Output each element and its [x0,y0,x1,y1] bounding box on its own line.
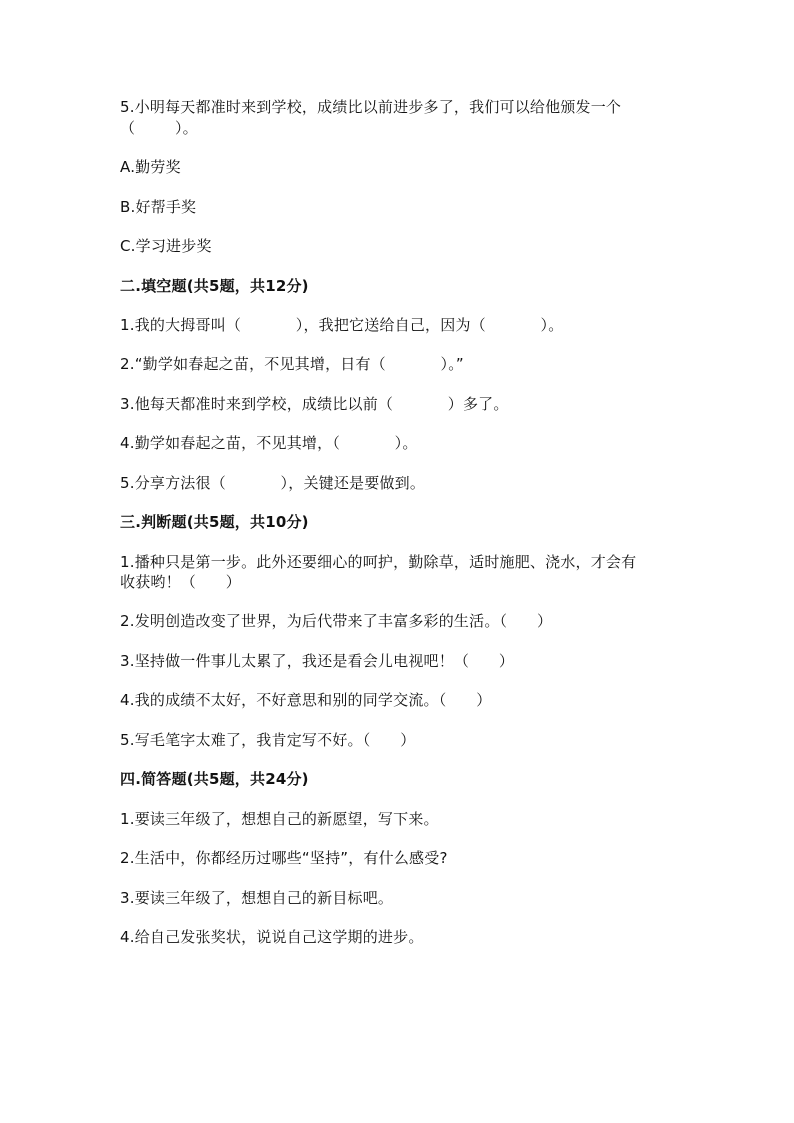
question-item: 4.我的成绩不太好，不好意思和别的同学交流。（ ） [120,691,492,709]
question-item: 2.“勤学如春起之苗，不见其增，日有（ ）。” [120,355,464,373]
question-text-continued: （ ）。 [120,119,198,137]
question-item: 4.给自己发张奖状，说说自己这学期的进步。 [120,928,424,946]
question-item: 4.勤学如春起之苗，不见其增，（ ）。 [120,434,418,452]
question-item: 3.要读三年级了，想想自己的新目标吧。 [120,889,394,907]
question-item: 2.发明创造改变了世界，为后代带来了丰富多彩的生活。（ ） [120,612,553,630]
option-a: A.勤劳奖 [120,158,181,176]
section-heading: 四.简答题(共5题，共24分) [120,770,309,788]
question-item: 3.他每天都准时来到学校，成绩比以前（ ）多了。 [120,395,509,413]
section-heading: 二.填空题(共5题，共12分) [120,277,309,295]
question-item: 3.坚持做一件事儿太累了，我还是看会儿电视吧！（ ） [120,652,515,670]
question-item: 1.播种只是第一步。此外还要细心的呵护，勤除草，适时施肥、浇水，才会有 [120,553,637,571]
section-heading: 三.判断题(共5题，共10分) [120,513,309,531]
question-text: 5.小明每天都准时来到学校，成绩比以前进步多了，我们可以给他颁发一个 [120,98,622,116]
question-item: 5.写毛笔字太难了，我肯定写不好。（ ） [120,731,416,749]
question-item-continued: 收获哟！（ ） [120,573,242,591]
question-item: 5.分享方法很（ ），关键还是要做到。 [120,474,426,492]
question-item: 2.生活中，你都经历过哪些“坚持”，有什么感受? [120,849,448,867]
option-b: B.好帮手奖 [120,198,197,216]
question-item: 1.我的大拇哥叫（ ），我把它送给自己，因为（ ）。 [120,316,564,334]
question-item: 1.要读三年级了，想想自己的新愿望，写下来。 [120,810,439,828]
option-c: C.学习进步奖 [120,237,212,255]
